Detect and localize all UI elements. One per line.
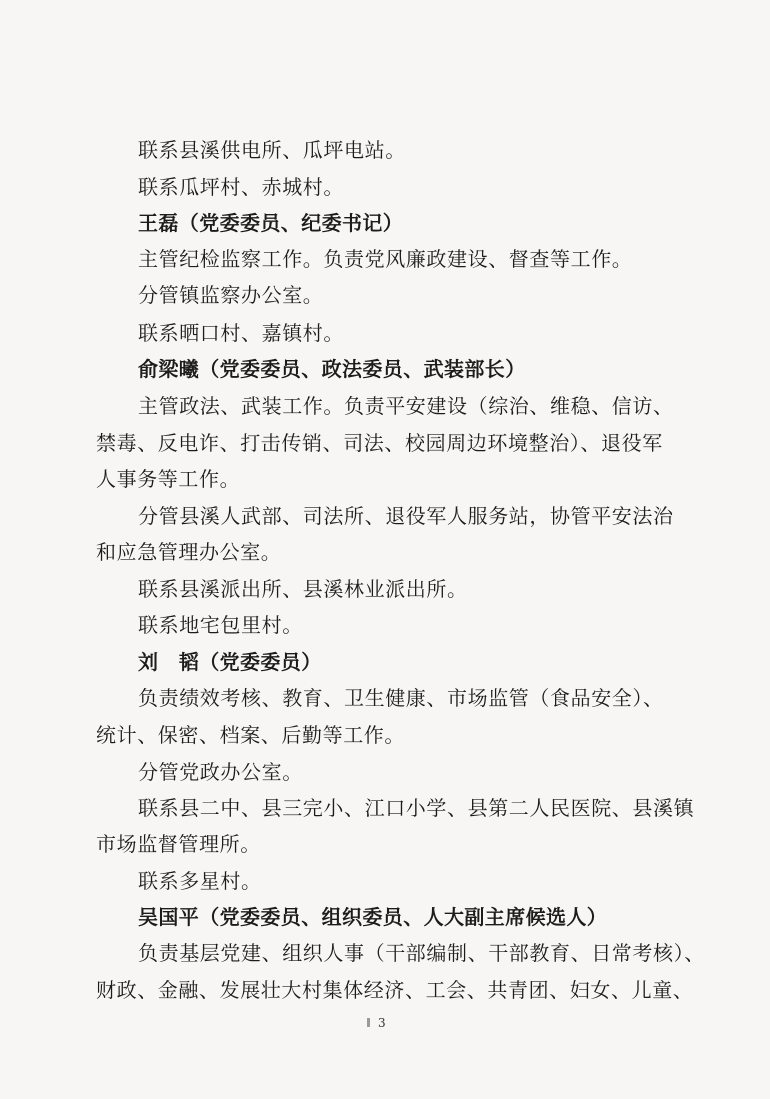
section-heading: 吴国平（党委委员、组织委员、人大副主席候选人） <box>138 905 608 929</box>
text-line: 分管党政办公室。 <box>138 760 303 784</box>
text-line: 联系晒口村、嘉镇村。 <box>138 321 344 345</box>
scan-mark <box>367 1018 370 1027</box>
text-line: 联系县溪供电所、瓜坪电站。 <box>138 138 406 162</box>
text-line: 联系地宅包里村。 <box>138 613 303 637</box>
text-line: 联系瓜坪村、赤城村。 <box>138 175 344 199</box>
section-heading: 王磊（党委委员、纪委书记） <box>138 211 404 235</box>
text-line: 联系县二中、县三完小、江口小学、县第二人民医院、县溪镇 <box>138 796 695 820</box>
text-line: 和应急管理办公室。 <box>96 540 282 564</box>
section-heading: 刘 韬（党委委员） <box>138 650 322 674</box>
text-line: 负责绩效考核、教育、卫生健康、市场监管（食品安全）、 <box>138 686 664 710</box>
text-line: 联系多星村。 <box>138 869 262 893</box>
text-line: 主管政法、武装工作。负责平安建设（综治、维稳、信访、 <box>138 394 674 418</box>
text-line: 负责基层党建、组织人事（干部编制、干部教育、日常考核）、 <box>138 941 705 965</box>
text-line: 分管镇监察办公室。 <box>138 283 324 307</box>
text-line: 人事务等工作。 <box>96 467 241 491</box>
text-line: 财政、金融、发展壮大村集体经济、工会、共青团、妇女、儿童、 <box>96 978 694 1002</box>
text-line: 主管纪检监察工作。负责党风廉政建设、督查等工作。 <box>138 247 633 271</box>
text-line: 联系县溪派出所、县溪林业派出所。 <box>138 577 468 601</box>
text-line: 统计、保密、档案、后勤等工作。 <box>96 723 405 747</box>
text-line: 市场监督管理所。 <box>96 832 261 856</box>
text-line: 禁毒、反电诈、打击传销、司法、校园周边环境整治）、退役军 <box>96 431 663 455</box>
section-heading: 俞梁曦（党委委员、政法委员、武装部长） <box>138 357 526 381</box>
page-number: 3 <box>378 1016 386 1030</box>
text-line: 分管县溪人武部、司法所、退役军人服务站，协管平安法治 <box>138 504 674 528</box>
